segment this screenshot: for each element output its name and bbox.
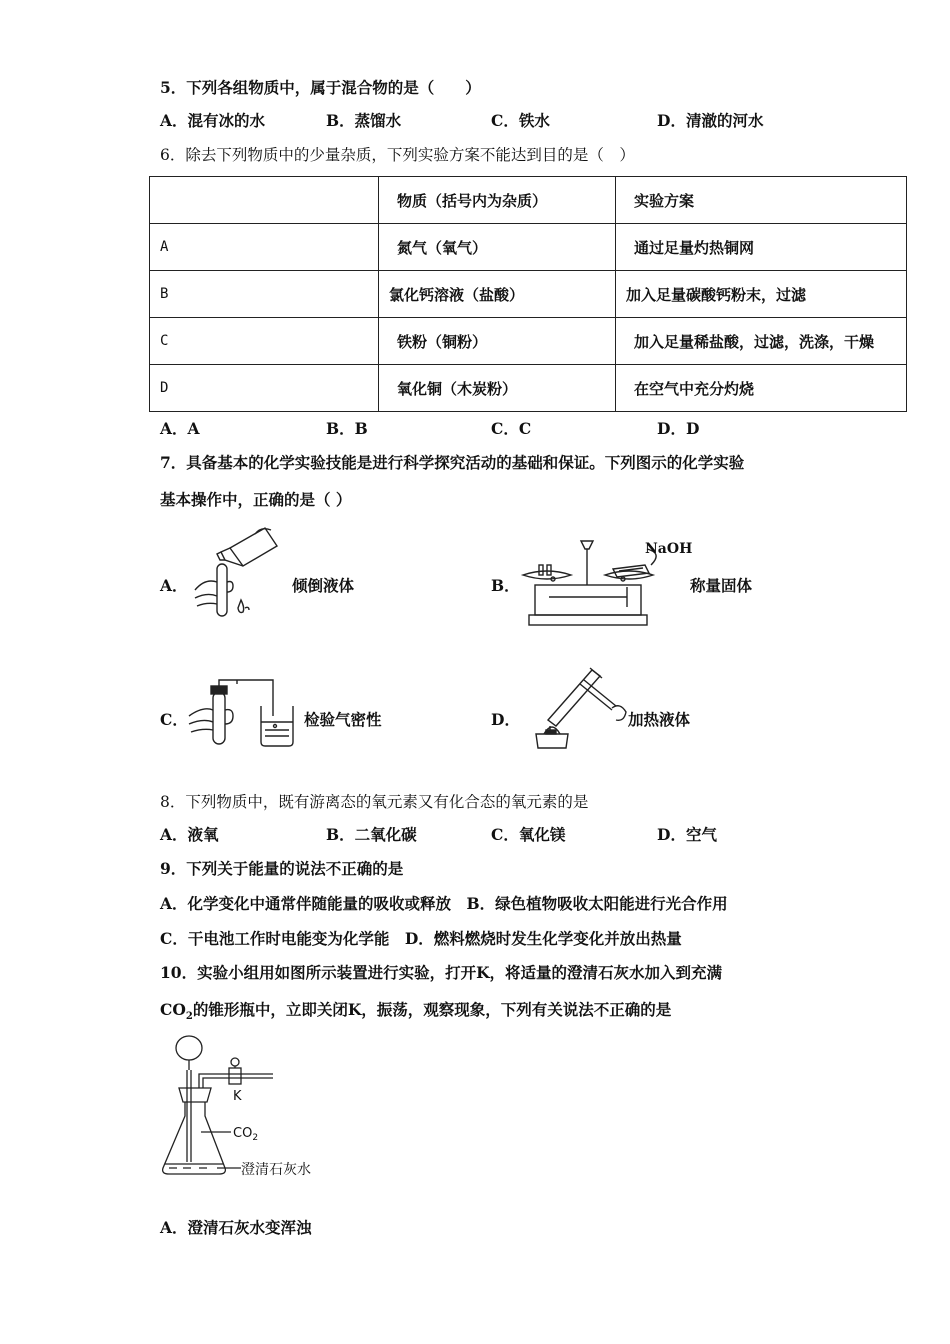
table-header-row [150,177,907,224]
table-cell: B [150,271,379,318]
balance-scale-illustration [513,535,693,630]
q7-figure-b-letter: B． [491,576,520,595]
table-cell: C [150,318,379,365]
q5-option-d: D．清澈的河水 [657,111,764,130]
q7-figure-d-caption: 加热液体 [628,710,691,729]
q8-option-d: D．空气 [657,825,717,844]
heating-liquid-illustration [520,660,630,752]
q6-table [149,176,907,412]
q7-figure-a-letter: A． [160,576,188,595]
q10-stem-rest: 的锥形瓶中，立即关闭K，振荡，观察现象，下列有关说法不正确的是 [192,1000,672,1019]
pouring-liquid-illustration [185,520,285,620]
q5-option-b: B．蒸馏水 [326,111,402,130]
q6-stem: 6．除去下列物质中的少量杂质，下列实验方案不能达到目的是（ ） [160,146,635,164]
q7-figure-d-letter: D． [491,710,520,729]
q6-option-d: D．D [657,419,700,438]
table-row [150,318,907,365]
q7-stem-line2: 基本操作中，正确的是（ ） [160,490,352,509]
table-cell: D [150,365,379,412]
table-row [150,271,907,318]
q10-option-a: A．澄清石灰水变浑浊 [160,1218,312,1237]
q8-option-c: C．氧化镁 [491,825,566,844]
table-header-cell: 实验方案 [616,177,907,224]
q5-option-c: C．铁水 [491,111,550,130]
table-cell: 加入足量稀盐酸，过滤，洗涤，干燥 [616,318,907,365]
table-cell: 在空气中充分灼烧 [616,365,907,412]
q8-stem: 8．下列物质中，既有游离态的氧元素又有化合态的氧元素的是 [160,793,589,811]
table-header-cell [150,177,379,224]
co2-label-sub: 2 [252,1133,259,1143]
q8-option-b: B．二氧化碳 [326,825,417,844]
table-cell: 通过足量灼热铜网 [616,224,907,271]
q6-option-c: C．C [491,419,532,438]
q10-stem-line2 [160,1000,671,1027]
q9-options-line2: C．干电池工作时电能变为化学能 D．燃料燃烧时发生化学变化并放出热量 [160,929,682,948]
co2-label [233,1126,258,1143]
q7-figure-a-caption: 倾倒液体 [292,576,355,595]
co2-subscript: 2 [185,1011,193,1023]
q10-stem-line1: 10．实验小组用如图所示装置进行实验，打开K，将适量的澄清石灰水加入到充满 [160,963,723,982]
table-cell: A [150,224,379,271]
table-row [150,224,907,271]
q7-stem-line1: 7．具备基本的化学实验技能是进行科学探究活动的基础和保证。下列图示的化学实验 [160,453,745,472]
table-cell: 氮气（氧气） [379,224,616,271]
table-header-cell: 物质（括号内为杂质） [379,177,616,224]
q5-stem: 5．下列各组物质中，属于混合物的是（ ） [160,78,481,97]
q5-option-a: A．混有冰的水 [160,111,266,130]
q9-stem: 9．下列关于能量的说法不正确的是 [160,859,404,878]
conical-flask-illustration [155,1030,345,1185]
q7-figure-c-caption: 检验气密性 [304,710,382,729]
q6-option-b: B．B [326,419,368,438]
q7-figure-b-caption: 称量固体 [690,576,753,595]
q8-option-a: A．液氧 [160,825,219,844]
q6-option-a: A．A [160,419,200,438]
q9-options-line1: A．化学变化中通常伴随能量的吸收或释放 B．绿色植物吸收太阳能进行光合作用 [160,894,728,913]
q7-figure-c-letter: C． [160,710,188,729]
airtightness-check-illustration [185,676,300,748]
table-cell: 氧化铜（木炭粉） [379,365,616,412]
table-cell: 加入足量碳酸钙粉末，过滤 [616,271,907,318]
co2-formula: CO [160,1000,186,1019]
table-row [150,365,907,412]
table-cell: 铁粉（铜粉） [379,318,616,365]
table-cell: 氯化钙溶液（盐酸） [379,271,616,318]
lime-water-label: 澄清石灰水 [241,1162,311,1178]
co2-label-main: CO [233,1126,253,1141]
k-label: K [233,1089,242,1104]
naoh-label: NaOH [645,541,693,557]
